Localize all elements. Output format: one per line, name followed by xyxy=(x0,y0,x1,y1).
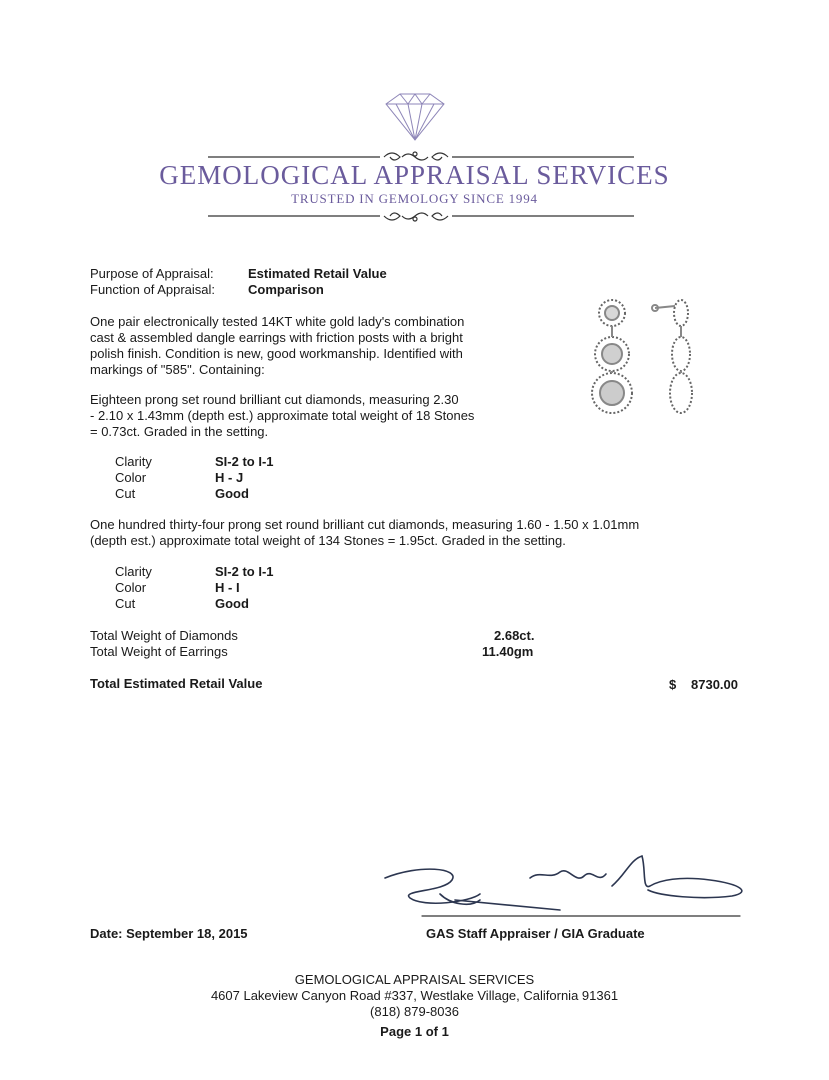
stones-1-cut-label: Cut xyxy=(115,486,136,501)
company-tagline: TRUSTED IN GEMOLOGY SINCE 1994 xyxy=(291,191,538,206)
retail-value: 8730.00 xyxy=(691,677,738,692)
stones-1-color-label: Color xyxy=(115,470,147,485)
footer-address: 4607 Lakeview Canyon Road #337, Westlake Village, California 91361 xyxy=(210,988,619,1003)
appraiser-signature xyxy=(380,850,750,925)
retail-value-label: Total Estimated Retail Value xyxy=(90,676,263,691)
appraisal-date: Date: September 18, 2015 xyxy=(90,926,248,941)
stones-2-line: (depth est.) approximate total weight of 134 Stones = 1.95ct. Graded in the setting. xyxy=(90,533,566,548)
stones-2-cut: Good xyxy=(215,596,249,611)
stones-2-clarity: SI-2 to I-1 xyxy=(215,564,274,579)
total-diamonds-value: 2.68ct. xyxy=(494,628,535,643)
stones-1-line: Eighteen prong set round brilliant cut diamonds, measuring 2.30 xyxy=(90,392,459,407)
page-number: Page 1 of 1 xyxy=(380,1024,449,1039)
stones-1-color: H - J xyxy=(215,470,244,485)
description-line: markings of "585". Containing: xyxy=(90,362,265,377)
total-earrings-label: Total Weight of Earrings xyxy=(90,644,228,659)
stones-1-description xyxy=(90,392,474,440)
function-value: Comparison xyxy=(248,282,324,297)
stones-1-line: = 0.73ct. Graded in the setting. xyxy=(90,424,269,439)
currency-symbol: $ xyxy=(669,677,677,692)
stones-2-cut-label: Cut xyxy=(115,596,136,611)
company-name: GEMOLOGICAL APPRAISAL SERVICES xyxy=(159,160,670,190)
description-line: polish finish. Condition is new, good workmanship. Identified with xyxy=(90,346,463,361)
letterhead xyxy=(0,0,829,240)
earrings-photo xyxy=(585,296,705,416)
stones-2-line: One hundred thirty-four prong set round brilliant cut diamonds, measuring 1.60 - 1.50 x 1.01mm xyxy=(90,517,640,532)
item-description xyxy=(90,314,464,378)
stones-2-color-label: Color xyxy=(115,580,147,595)
description-line: One pair electronically tested 14KT white gold lady's combination xyxy=(90,314,465,329)
footer-company: GEMOLOGICAL APPRAISAL SERVICES xyxy=(294,972,535,987)
stones-1-clarity: SI-2 to I-1 xyxy=(215,454,274,469)
total-diamonds-label: Total Weight of Diamonds xyxy=(90,628,238,643)
purpose-label: Purpose of Appraisal: xyxy=(90,266,214,281)
stones-2-color: H - I xyxy=(215,580,240,595)
purpose-value: Estimated Retail Value xyxy=(248,266,387,281)
footer xyxy=(0,972,829,1040)
appraiser-title: GAS Staff Appraiser / GIA Graduate xyxy=(426,926,645,941)
total-earrings-value: 11.40gm xyxy=(482,644,534,659)
diamond-icon xyxy=(386,94,444,140)
function-label: Function of Appraisal: xyxy=(90,282,216,297)
stones-1-line: - 2.10 x 1.43mm (depth est.) approximate total weight of 18 Stones xyxy=(90,408,475,423)
description-line: cast & assembled dangle earrings with friction posts with a bright xyxy=(90,330,463,345)
stones-1-clarity-label: Clarity xyxy=(115,454,152,469)
stones-2-clarity-label: Clarity xyxy=(115,564,152,579)
stones-2-description xyxy=(90,517,639,549)
stones-1-cut: Good xyxy=(215,486,249,501)
footer-phone: (818) 879-8036 xyxy=(370,1004,459,1019)
top-ornament-rule xyxy=(208,152,634,160)
bottom-ornament-rule xyxy=(208,213,634,221)
